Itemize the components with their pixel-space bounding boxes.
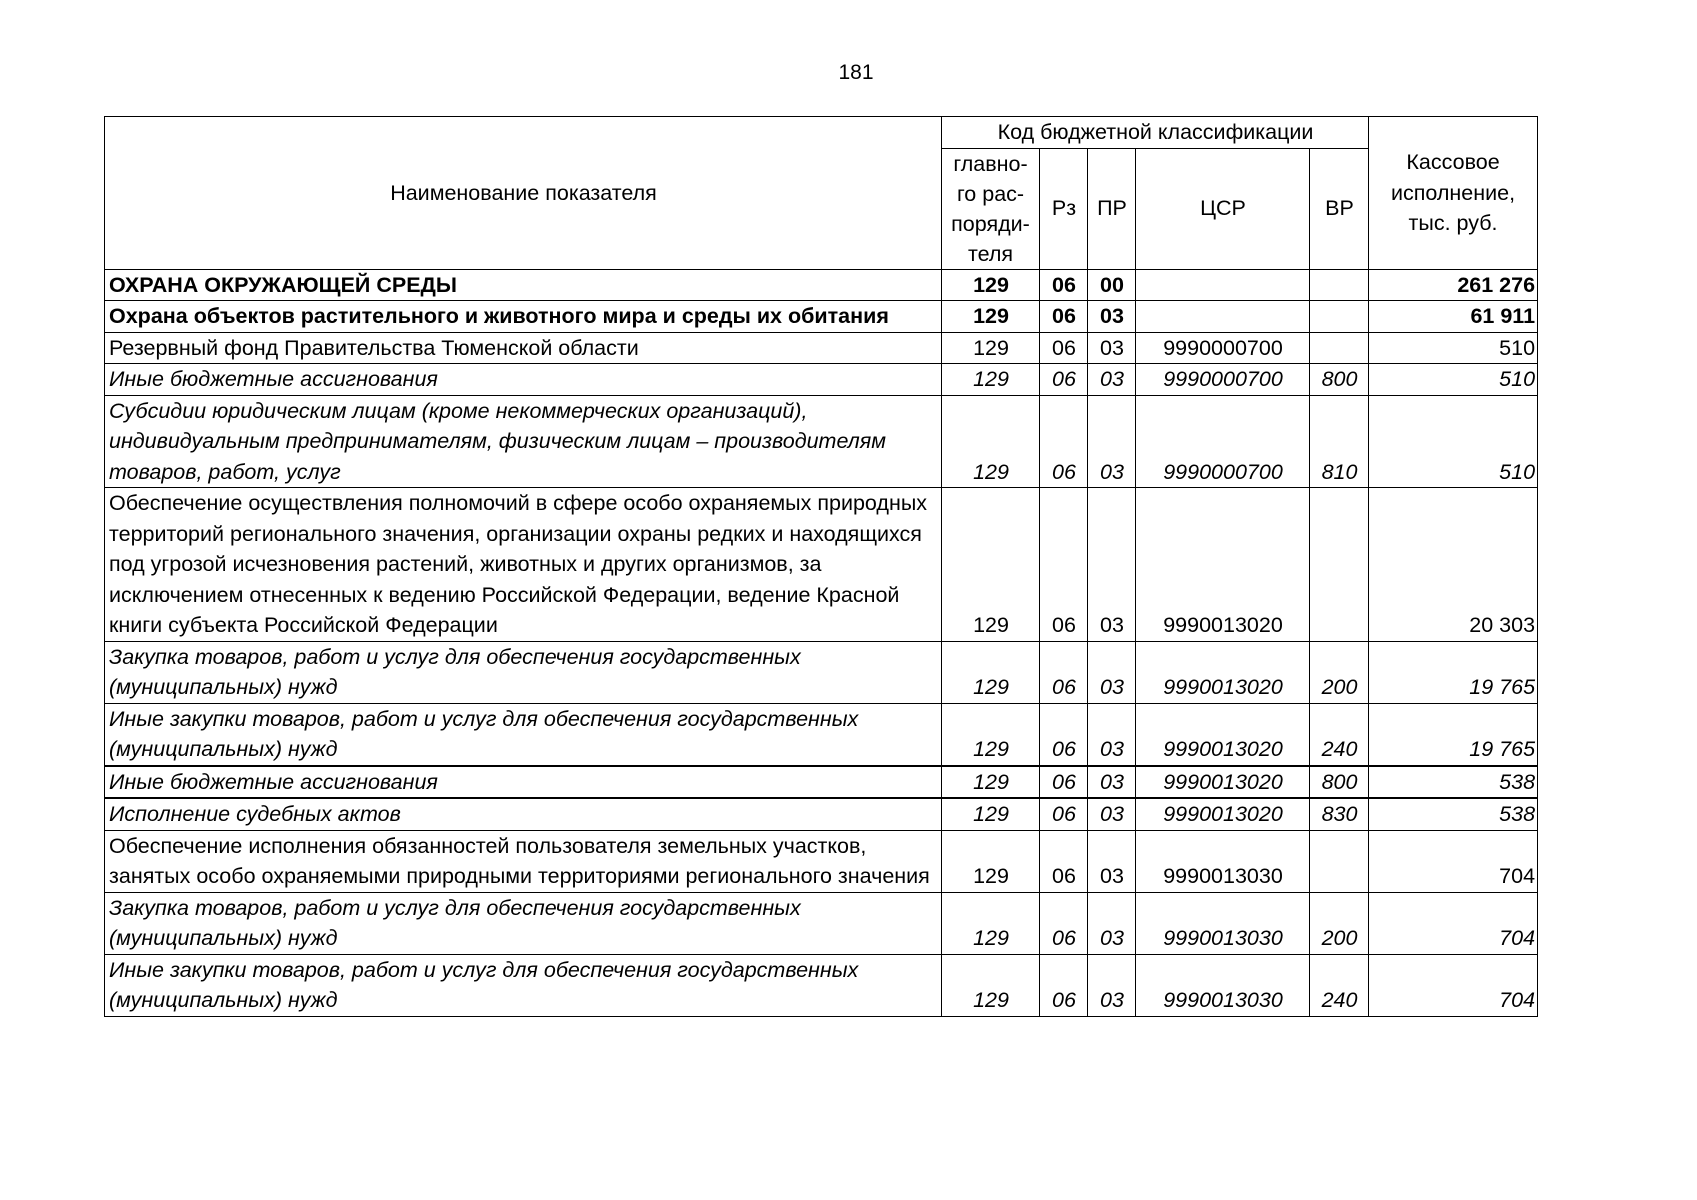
row-rz: 06 <box>1040 332 1088 364</box>
row-csr <box>1136 301 1310 333</box>
row-name: Закупка товаров, работ и услуг для обеспечения государственных (муниципальных) нужд <box>105 892 942 954</box>
row-amount: 538 <box>1369 798 1538 830</box>
row-amount: 61 911 <box>1369 301 1538 333</box>
row-vr: 200 <box>1310 641 1369 703</box>
row-name: Обеспечение осуществления полномочий в сфере особо охраняемых природных территорий регионального значения, организации охраны редких и находящихся под угрозой исчезновения растений, животных и других организмов, за исключением отнесенных к ведению Российской Федерации, ведение Красной книги субъекта Российской Федерации <box>105 488 942 642</box>
table-row <box>105 301 1538 333</box>
row-pr: 03 <box>1088 301 1136 333</box>
table-row <box>105 954 1538 1016</box>
row-csr: 9990013020 <box>1136 798 1310 830</box>
row-rz: 06 <box>1040 766 1088 799</box>
row-name: Обеспечение исполнения обязанностей пользователя земельных участков, занятых особо охраняемыми природными территориями регионального значения <box>105 830 942 892</box>
row-grbs: 129 <box>942 641 1040 703</box>
row-grbs: 129 <box>942 703 1040 766</box>
row-name: ОХРАНА ОКРУЖАЮЩЕЙ СРЕДЫ <box>105 269 942 301</box>
row-amount: 704 <box>1369 830 1538 892</box>
row-vr: 800 <box>1310 766 1369 799</box>
row-amount: 19 765 <box>1369 703 1538 766</box>
row-name: Иные закупки товаров, работ и услуг для обеспечения государственных (муниципальных) нужд <box>105 954 942 1016</box>
row-name: Иные бюджетные ассигнования <box>105 766 942 799</box>
row-rz: 06 <box>1040 269 1088 301</box>
row-name: Закупка товаров, работ и услуг для обеспечения государственных (муниципальных) нужд <box>105 641 942 703</box>
row-pr: 03 <box>1088 798 1136 830</box>
row-pr: 03 <box>1088 641 1136 703</box>
table-row <box>105 364 1538 396</box>
header-grbs: главно-го рас-поряди-теля <box>942 148 1040 269</box>
row-csr <box>1136 269 1310 301</box>
row-vr <box>1310 830 1369 892</box>
table-row <box>105 488 1538 642</box>
row-grbs: 129 <box>942 301 1040 333</box>
row-csr: 9990013030 <box>1136 830 1310 892</box>
row-grbs: 129 <box>942 395 1040 488</box>
row-vr <box>1310 488 1369 642</box>
row-pr: 03 <box>1088 830 1136 892</box>
header-vr: ВР <box>1310 148 1369 269</box>
row-rz: 06 <box>1040 954 1088 1016</box>
row-name: Охрана объектов растительного и животного мира и среды их обитания <box>105 301 942 333</box>
budget-table <box>104 116 1538 1017</box>
page-number: 181 <box>838 61 874 84</box>
header-budget-code-group: Код бюджетной классификации <box>942 117 1369 149</box>
row-vr <box>1310 301 1369 333</box>
row-vr: 800 <box>1310 364 1369 396</box>
row-grbs: 129 <box>942 892 1040 954</box>
row-csr: 9990013020 <box>1136 766 1310 799</box>
row-rz: 06 <box>1040 703 1088 766</box>
row-vr: 830 <box>1310 798 1369 830</box>
row-rz: 06 <box>1040 395 1088 488</box>
row-amount: 20 303 <box>1369 488 1538 642</box>
row-csr: 9990013020 <box>1136 488 1310 642</box>
row-pr: 03 <box>1088 364 1136 396</box>
table-row <box>105 641 1538 703</box>
header-row-top <box>105 117 1538 149</box>
row-vr: 200 <box>1310 892 1369 954</box>
row-amount: 510 <box>1369 332 1538 364</box>
row-grbs: 129 <box>942 798 1040 830</box>
header-pr: ПР <box>1088 148 1136 269</box>
row-csr: 9990013030 <box>1136 954 1310 1016</box>
row-pr: 00 <box>1088 269 1136 301</box>
row-name: Иные закупки товаров, работ и услуг для обеспечения государственных (муниципальных) нужд <box>105 703 942 766</box>
row-vr: 240 <box>1310 703 1369 766</box>
row-csr: 9990013030 <box>1136 892 1310 954</box>
table-row <box>105 332 1538 364</box>
table-row <box>105 703 1538 766</box>
row-amount: 510 <box>1369 364 1538 396</box>
row-name: Исполнение судебных актов <box>105 798 942 830</box>
table-row <box>105 830 1538 892</box>
header-amount: Кассовое исполнение, тыс. руб. <box>1369 117 1538 270</box>
row-pr: 03 <box>1088 766 1136 799</box>
row-name: Субсидии юридическим лицам (кроме некоммерческих организаций), индивидуальным предпринимателям, физическим лицам – производителям товаров, работ, услуг <box>105 395 942 488</box>
row-amount: 704 <box>1369 954 1538 1016</box>
row-amount: 538 <box>1369 766 1538 799</box>
table-row <box>105 798 1538 830</box>
row-pr: 03 <box>1088 703 1136 766</box>
row-grbs: 129 <box>942 269 1040 301</box>
header-csr: ЦСР <box>1136 148 1310 269</box>
row-csr: 9990013020 <box>1136 641 1310 703</box>
row-rz: 06 <box>1040 641 1088 703</box>
row-grbs: 129 <box>942 954 1040 1016</box>
row-rz: 06 <box>1040 488 1088 642</box>
header-name: Наименование показателя <box>105 117 942 270</box>
row-grbs: 129 <box>942 488 1040 642</box>
row-amount: 510 <box>1369 395 1538 488</box>
row-csr: 9990000700 <box>1136 364 1310 396</box>
row-vr <box>1310 269 1369 301</box>
row-csr: 9990000700 <box>1136 332 1310 364</box>
row-grbs: 129 <box>942 830 1040 892</box>
row-pr: 03 <box>1088 954 1136 1016</box>
header-rz: Рз <box>1040 148 1088 269</box>
row-grbs: 129 <box>942 766 1040 799</box>
table-row <box>105 269 1538 301</box>
table-row <box>105 892 1538 954</box>
row-amount: 19 765 <box>1369 641 1538 703</box>
row-pr: 03 <box>1088 395 1136 488</box>
row-csr: 9990013020 <box>1136 703 1310 766</box>
row-vr <box>1310 332 1369 364</box>
row-name: Резервный фонд Правительства Тюменской области <box>105 332 942 364</box>
row-vr: 810 <box>1310 395 1369 488</box>
row-rz: 06 <box>1040 798 1088 830</box>
row-csr: 9990000700 <box>1136 395 1310 488</box>
row-pr: 03 <box>1088 892 1136 954</box>
row-pr: 03 <box>1088 488 1136 642</box>
row-rz: 06 <box>1040 892 1088 954</box>
row-amount: 261 276 <box>1369 269 1538 301</box>
row-name: Иные бюджетные ассигнования <box>105 364 942 396</box>
table-row <box>105 766 1538 799</box>
row-vr: 240 <box>1310 954 1369 1016</box>
row-grbs: 129 <box>942 364 1040 396</box>
row-rz: 06 <box>1040 364 1088 396</box>
row-amount: 704 <box>1369 892 1538 954</box>
row-grbs: 129 <box>942 332 1040 364</box>
table-row <box>105 395 1538 488</box>
row-rz: 06 <box>1040 830 1088 892</box>
row-pr: 03 <box>1088 332 1136 364</box>
row-rz: 06 <box>1040 301 1088 333</box>
